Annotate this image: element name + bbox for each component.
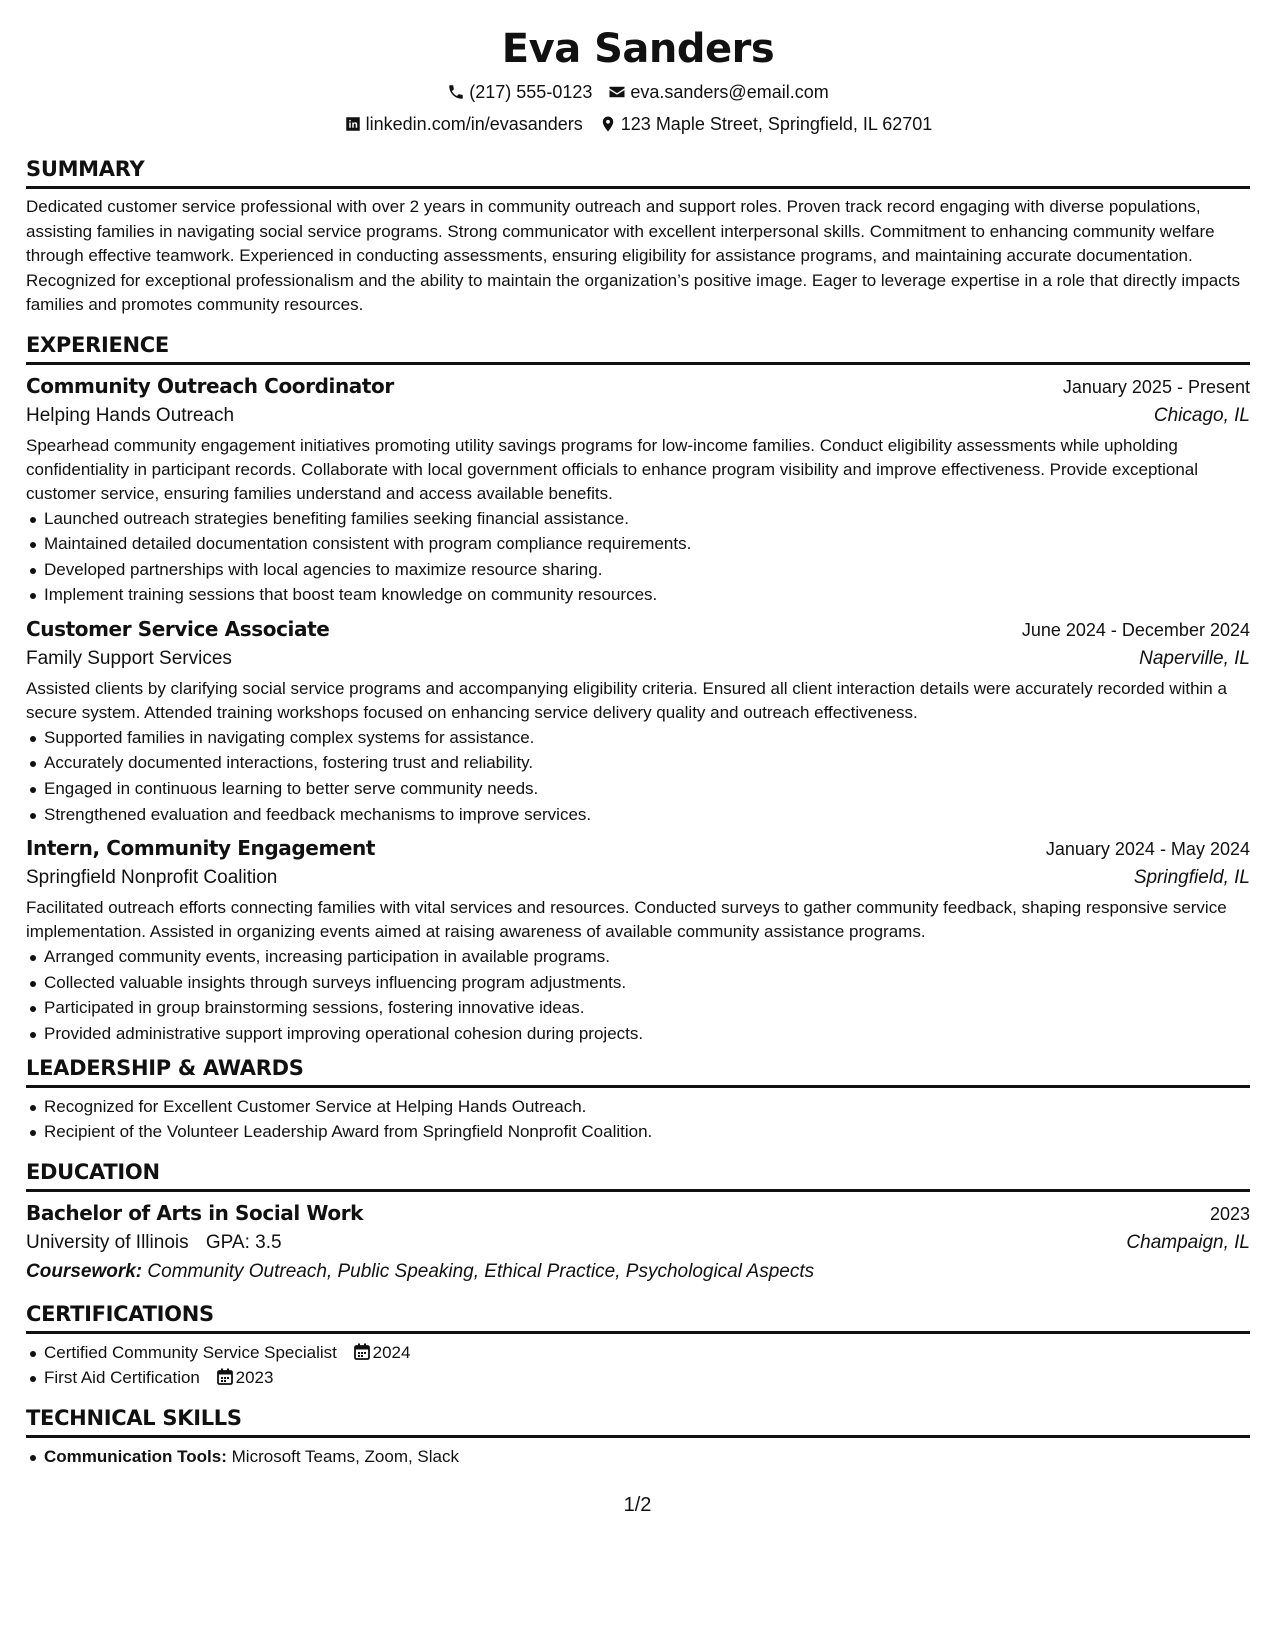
cert-year: 2023 xyxy=(235,1368,274,1388)
section-title: LEADERSHIP & AWARDS xyxy=(26,1053,1250,1088)
skills-section xyxy=(26,1403,1250,1470)
section-title: SUMMARY xyxy=(26,154,1250,189)
school-name: University of Illinois xyxy=(26,1231,189,1253)
list-item: Provided administrative support improving operational cohesion during projects. xyxy=(26,1021,1250,1047)
linkedin-contact[interactable] xyxy=(344,108,583,140)
calendar-icon xyxy=(217,1368,233,1385)
linkedin-icon xyxy=(344,115,362,133)
section-title: EXPERIENCE xyxy=(26,330,1250,365)
phone-icon xyxy=(447,83,465,101)
list-item: Recognized for Excellent Customer Service at Helping Hands Outreach. xyxy=(26,1094,1250,1120)
job-bullets xyxy=(26,725,1250,827)
list-item: Recipient of the Volunteer Leadership Award from Springfield Nonprofit Coalition. xyxy=(26,1119,1250,1145)
summary-section xyxy=(26,154,1250,318)
contact-row-1 xyxy=(26,76,1250,108)
candidate-name: Eva Sanders xyxy=(501,26,775,72)
job-bullets xyxy=(26,944,1250,1046)
school-line xyxy=(26,1229,282,1257)
coursework-line xyxy=(26,1257,1250,1287)
education-section xyxy=(26,1157,1250,1287)
leadership-section xyxy=(26,1053,1250,1145)
section-title: CERTIFICATIONS xyxy=(26,1299,1250,1334)
coursework-label: Coursework: xyxy=(26,1260,143,1282)
gpa-text: GPA: 3.5 xyxy=(205,1231,282,1253)
list-item: Participated in group brainstorming sessions, fostering innovative ideas. xyxy=(26,995,1250,1021)
list-item: Arranged community events, increasing participation in available programs. xyxy=(26,944,1250,970)
list-item xyxy=(26,1365,1250,1391)
list-item: Supported families in navigating complex systems for assistance. xyxy=(26,725,1250,751)
job-dates: January 2024 - May 2024 xyxy=(1045,839,1250,860)
address-text: 123 Maple Street, Springfield, IL 62701 xyxy=(620,114,933,134)
job-description: Assisted clients by clarifying social service programs and accompanying eligibility criteria. Ensured all client interaction details were accurately recorded within a secure system. Attended training workshops focused on enhancing service delivery quality and outreach effectiveness. xyxy=(26,678,1227,722)
certifications-section xyxy=(26,1299,1250,1391)
cert-year: 2024 xyxy=(372,1342,411,1362)
job-entry xyxy=(26,371,1250,608)
experience-section xyxy=(26,330,1250,1047)
cert-name: Certified Community Service Specialist xyxy=(44,1342,337,1362)
phone-contact xyxy=(447,76,592,108)
section-title: EDUCATION xyxy=(26,1157,1250,1192)
school-location: Champaign, IL xyxy=(1126,1231,1250,1253)
job-dates: June 2024 - December 2024 xyxy=(1021,619,1250,640)
list-item: Maintained detailed documentation consistent with program compliance requirements. xyxy=(26,531,1250,557)
job-title: Customer Service Associate xyxy=(26,616,330,641)
envelope-icon xyxy=(608,83,626,101)
job-org: Helping Hands Outreach xyxy=(26,404,235,426)
resume-page xyxy=(26,22,1250,1476)
job-location: Springfield, IL xyxy=(1133,867,1250,889)
skill-label: Communication Tools: xyxy=(44,1447,227,1466)
email-contact[interactable] xyxy=(608,76,828,108)
certifications-list xyxy=(26,1340,1250,1391)
summary-text: Dedicated customer service professional with over 2 years in community outreach and support roles. Proven track record engaging with diverse populations, assisting families in navigating social service programs. Strong communicator with excellent interpersonal skills. Commitment to enhancing community welfare through effective teamwork. Experienced in conducting assessments, ensuring eligibility for assistance programs, and maintaining accurate documentation. Recognized for exceptional professionalism and the ability to maintain the organization’s positive image. Eager to leverage expertise in a role that directly impacts families and promotes community resources. xyxy=(26,197,1240,314)
degree-title: Bachelor of Arts in Social Work xyxy=(26,1200,364,1225)
job-description: Facilitated outreach efforts connecting families with vital services and resources. Conducted surveys to gather community feedback, shaping responsive service implementation. Assisted in organizing events aimed at raising awareness of available community assistance programs. xyxy=(26,898,1227,942)
job-description: Spearhead community engagement initiatives promoting utility savings programs for low-income families. Conduct eligibility assessments while upholding confidentiality in participant records. Collaborate with local government officials to enhance program visibility and improve effectiveness. Provide exceptional customer service, ensuring families understand and access available benefits. xyxy=(26,435,1199,503)
map-pin-icon xyxy=(599,115,617,133)
coursework-text: Community Outreach, Public Speaking, Ethical Practice, Psychological Aspects xyxy=(147,1260,815,1282)
job-dates: January 2025 - Present xyxy=(1062,376,1250,397)
list-item: Collected valuable insights through surveys influencing program adjustments. xyxy=(26,970,1250,996)
leadership-list xyxy=(26,1094,1250,1145)
job-title: Intern, Community Engagement xyxy=(26,836,376,861)
list-item xyxy=(26,1340,1250,1366)
list-item: Launched outreach strategies benefiting families seeking financial assistance. xyxy=(26,506,1250,532)
calendar-icon xyxy=(354,1343,370,1360)
job-org: Family Support Services xyxy=(26,647,232,669)
job-title: Community Outreach Coordinator xyxy=(26,373,394,398)
page-number: 1/2 xyxy=(623,1494,652,1516)
contact-row-2 xyxy=(26,108,1250,140)
job-entry xyxy=(26,614,1250,827)
job-entry xyxy=(26,833,1250,1046)
job-org: Springfield Nonprofit Coalition xyxy=(26,867,278,889)
section-title: TECHNICAL SKILLS xyxy=(26,1403,1250,1438)
job-bullets xyxy=(26,506,1250,608)
list-item: Engaged in continuous learning to better serve community needs. xyxy=(26,776,1250,802)
list-item: Accurately documented interactions, fostering trust and reliability. xyxy=(26,750,1250,776)
email-link[interactable]: eva.sanders@email.com xyxy=(630,82,829,102)
cert-name: First Aid Certification xyxy=(44,1368,200,1388)
list-item xyxy=(26,1444,1250,1470)
linkedin-link[interactable]: linkedin.com/in/evasanders xyxy=(365,114,583,134)
address-contact xyxy=(599,108,933,140)
phone-text: (217) 555-0123 xyxy=(469,82,593,102)
list-item: Strengthened evaluation and feedback mechanisms to improve services. xyxy=(26,802,1250,828)
skill-value: Microsoft Teams, Zoom, Slack xyxy=(231,1447,459,1466)
list-item: Developed partnerships with local agencies to maximize resource sharing. xyxy=(26,557,1250,583)
list-item: Implement training sessions that boost team knowledge on community resources. xyxy=(26,582,1250,608)
job-location: Chicago, IL xyxy=(1153,404,1250,426)
graduation-year: 2023 xyxy=(1209,1203,1250,1224)
skills-list xyxy=(26,1444,1250,1470)
job-location: Naperville, IL xyxy=(1139,647,1250,669)
